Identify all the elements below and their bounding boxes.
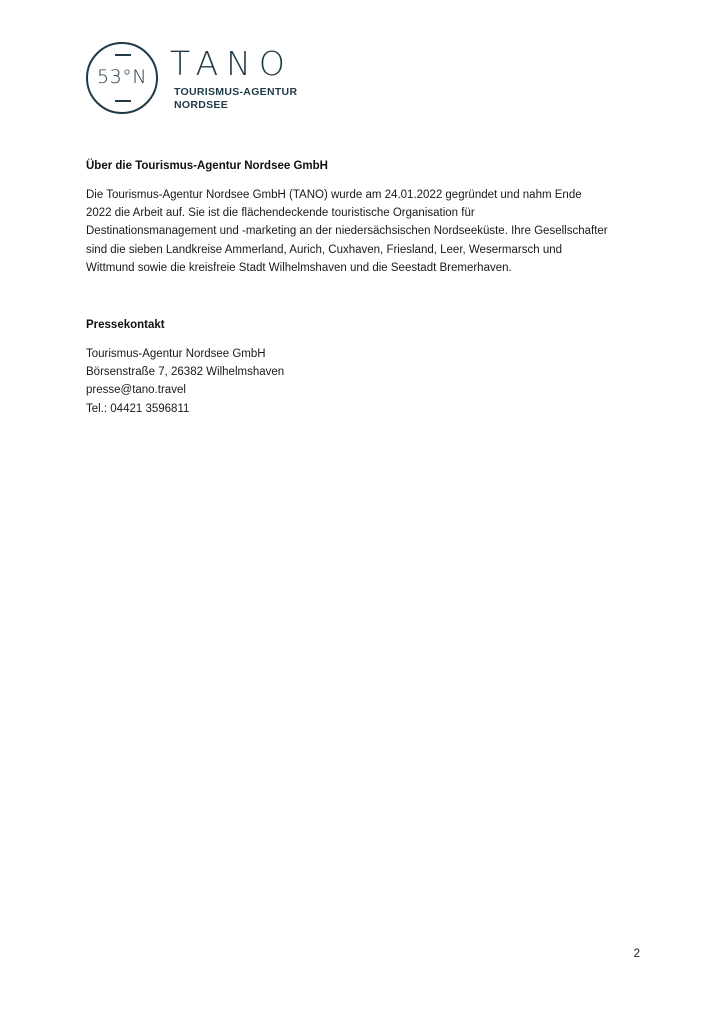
document-body [86, 158, 646, 418]
contact-company: Tourismus-Agentur Nordsee GmbH [86, 348, 266, 361]
logo-wordmark: TANO [170, 44, 293, 83]
logo-subtitle-line1: TOURISMUS-AGENTUR [174, 86, 298, 98]
about-line: sind die sieben Landkreise Ammerland, Aurich, Cuxhaven, Friesland, Leer, Wesermarsch und [86, 243, 563, 256]
contact-heading: Pressekontakt [86, 319, 165, 332]
logo-coordinate: 53°N [97, 66, 147, 88]
logo-bottom-bar [115, 100, 131, 102]
about-paragraph [86, 186, 646, 277]
about-line: Wittmund sowie die kreisfreie Stadt Wilhelmshaven und die Seestadt Bremerhaven. [86, 261, 512, 274]
contact-block [86, 345, 646, 418]
contact-phone: Tel.: 04421 3596811 [86, 402, 190, 415]
tano-logo [86, 42, 316, 122]
contact-email: presse@tano.travel [86, 384, 186, 397]
contact-address: Börsenstraße 7, 26382 Wilhelmshaven [86, 366, 285, 379]
about-line: Destinationsmanagement und -marketing an der niedersächsischen Nordseeküste. Ihre Gesellschafter [86, 225, 608, 238]
about-line: Die Tourismus-Agentur Nordsee GmbH (TANO) wurde am 24.01.2022 gegründet und nahm Ende [86, 189, 582, 201]
about-line: 2022 die Arbeit auf. Sie ist die flächendeckende touristische Organisation für [86, 207, 475, 220]
about-heading: Über die Tourismus-Agentur Nordsee GmbH [86, 160, 328, 172]
logo-subtitle-line2: NORDSEE [174, 98, 229, 111]
logo-subtitle [174, 86, 297, 111]
logo-top-bar [115, 54, 131, 56]
logo-circle-emblem [86, 42, 158, 114]
page-number: 2 [633, 948, 640, 960]
section-spacer [86, 277, 646, 317]
